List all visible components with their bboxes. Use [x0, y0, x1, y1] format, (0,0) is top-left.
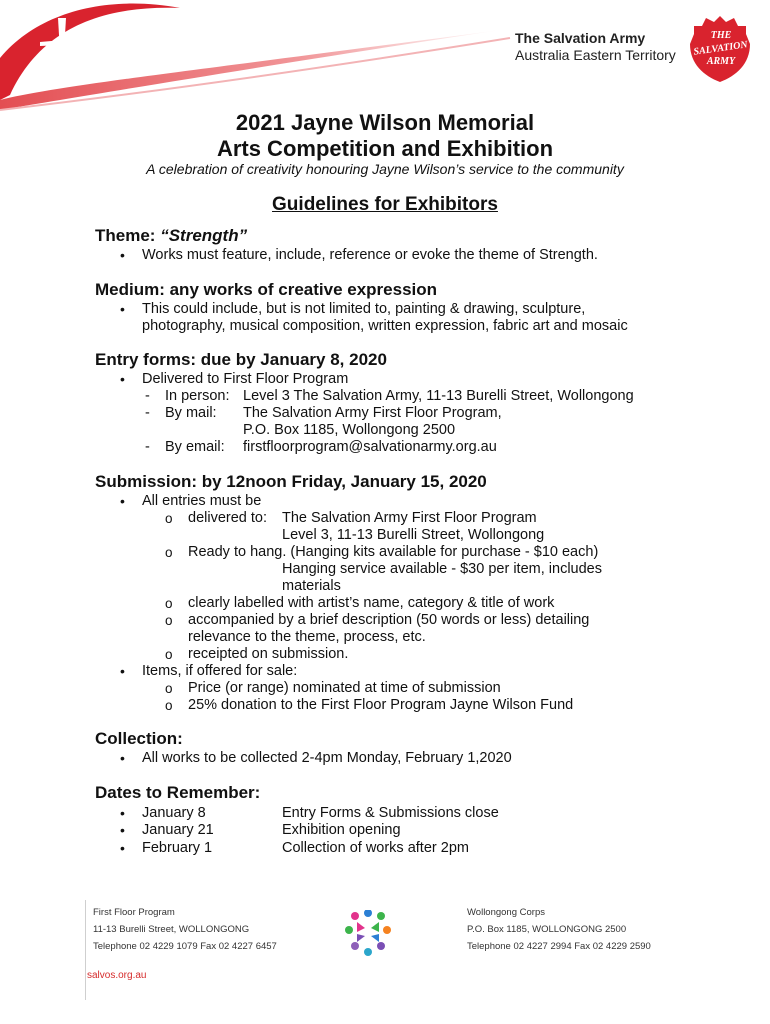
collection-bullet: All works to be collected 2-4pm Monday, February 1,2020	[142, 750, 512, 766]
theme-heading: Theme: “Strength”	[95, 226, 248, 245]
footer-right-address: P.O. Box 1185, WOLLONGONG 2500	[467, 924, 627, 935]
date-item: January 21	[142, 822, 214, 838]
ready-line-3: materials	[282, 578, 341, 594]
footer-right-phone: Telephone 02 4227 2994 Fax 02 4229 2590	[467, 941, 651, 952]
ready-line-1: Ready to hang. (Hanging kits available for purchase - $10 each)	[188, 544, 599, 560]
bullet-icon: •	[120, 663, 125, 679]
submission-bullet-2: Items, if offered for sale:	[142, 663, 298, 679]
delivered-line-2: Level 3, 11-13 Burelli Street, Wollongong	[282, 527, 545, 543]
circle-bullet-icon: o	[165, 596, 173, 611]
date-item: February 1	[142, 840, 213, 856]
salvation-army-shield-logo	[688, 14, 752, 84]
bullet-icon: •	[120, 493, 125, 509]
entry-mail-line-1: The Salvation Army First Floor Program,	[243, 405, 502, 421]
svg-text:THE: THE	[710, 30, 732, 41]
entry-in-person-label: In person:	[165, 388, 230, 404]
footer-left-address: 11-13 Burelli Street, WOLLONGONG	[93, 924, 250, 935]
people-circle-icon	[343, 910, 393, 956]
svg-text:SALVATION: SALVATION	[692, 39, 749, 58]
bullet-icon: •	[120, 301, 125, 317]
org-name: The Salvation Army	[515, 30, 646, 46]
date-event: Exhibition opening	[282, 822, 401, 838]
title-line-1: 2021 Jayne Wilson Memorial	[235, 110, 535, 135]
accompanied-line-1: accompanied by a brief description (50 words or less) detailing	[188, 612, 590, 628]
bullet-icon: •	[120, 822, 125, 838]
entry-heading: Entry forms: due by January 8, 2020	[95, 350, 387, 369]
delivered-line-1: The Salvation Army First Floor Program	[282, 510, 537, 526]
entry-mail-line-2: P.O. Box 1185, Wollongong 2500	[243, 422, 456, 438]
date-event: Entry Forms & Submissions close	[282, 805, 499, 821]
delivered-label: delivered to:	[188, 510, 267, 526]
svg-text:ARMY: ARMY	[706, 56, 736, 67]
medium-heading: Medium: any works of creative expression	[95, 280, 438, 299]
submission-heading: Submission: by 12noon Friday, January 15, 2020	[95, 472, 487, 491]
dash-icon: -	[145, 405, 150, 421]
footer-left-title: First Floor Program	[93, 907, 175, 918]
circle-bullet-icon: o	[165, 681, 173, 696]
entry-bullet: Delivered to First Floor Program	[142, 371, 349, 387]
theme-value: “Strength”	[160, 226, 248, 245]
bullet-icon: •	[120, 247, 125, 263]
title-line-2: Arts Competition and Exhibition	[216, 136, 554, 161]
entry-email-value: firstfloorprogram@salvationarmy.org.au	[243, 439, 497, 455]
circle-bullet-icon: o	[165, 698, 173, 713]
labelled-item: clearly labelled with artist’s name, category & title of work	[188, 595, 555, 611]
bullet-icon: •	[120, 750, 125, 766]
bullet-icon: •	[120, 805, 125, 821]
org-territory: Australia Eastern Territory	[515, 47, 676, 63]
footer-divider	[85, 900, 86, 1000]
ready-line-2: Hanging service available - $30 per item, includes	[282, 561, 602, 577]
entry-email-label: By email:	[165, 439, 225, 455]
date-item: January 8	[142, 805, 206, 821]
header-swoosh-graphic	[0, 0, 520, 115]
submission-bullet-1: All entries must be	[142, 493, 262, 509]
dates-heading: Dates to Remember:	[95, 783, 261, 802]
circle-bullet-icon: o	[165, 545, 173, 560]
bullet-icon: •	[120, 371, 125, 387]
dash-icon: -	[145, 439, 150, 455]
medium-bullet-line-2: photography, musical composition, written expression, fabric art and mosaic	[142, 318, 628, 334]
website-link[interactable]: salvos.org.au	[87, 970, 147, 981]
price-item: Price (or range) nominated at time of submission	[188, 680, 501, 696]
circle-bullet-icon: o	[165, 613, 173, 628]
date-event: Collection of works after 2pm	[282, 840, 469, 856]
collection-heading: Collection:	[95, 729, 183, 748]
guidelines-heading: Guidelines for Exhibitors	[272, 194, 498, 215]
accompanied-line-2: relevance to the theme, process, etc.	[188, 629, 426, 645]
footer-right-title: Wollongong Corps	[467, 907, 545, 918]
bullet-icon: •	[120, 840, 125, 856]
footer-left-phone: Telephone 02 4229 1079 Fax 02 4227 6457	[93, 941, 277, 952]
subtitle: A celebration of creativity honouring Jayne Wilson’s service to the community	[146, 161, 624, 177]
theme-bullet: Works must feature, include, reference or evoke the theme of Strength.	[142, 247, 598, 263]
donation-item: 25% donation to the First Floor Program Jayne Wilson Fund	[188, 697, 574, 713]
circle-bullet-icon: o	[165, 511, 173, 526]
medium-bullet-line-1: This could include, but is not limited to, painting & drawing, sculpture,	[142, 301, 586, 317]
circle-bullet-icon: o	[165, 647, 173, 662]
dash-icon: -	[145, 388, 150, 404]
receipted-item: receipted on submission.	[188, 646, 349, 662]
entry-in-person-value: Level 3 The Salvation Army, 11-13 Burelli Street, Wollongong	[243, 388, 634, 404]
entry-mail-label: By mail:	[165, 405, 217, 421]
